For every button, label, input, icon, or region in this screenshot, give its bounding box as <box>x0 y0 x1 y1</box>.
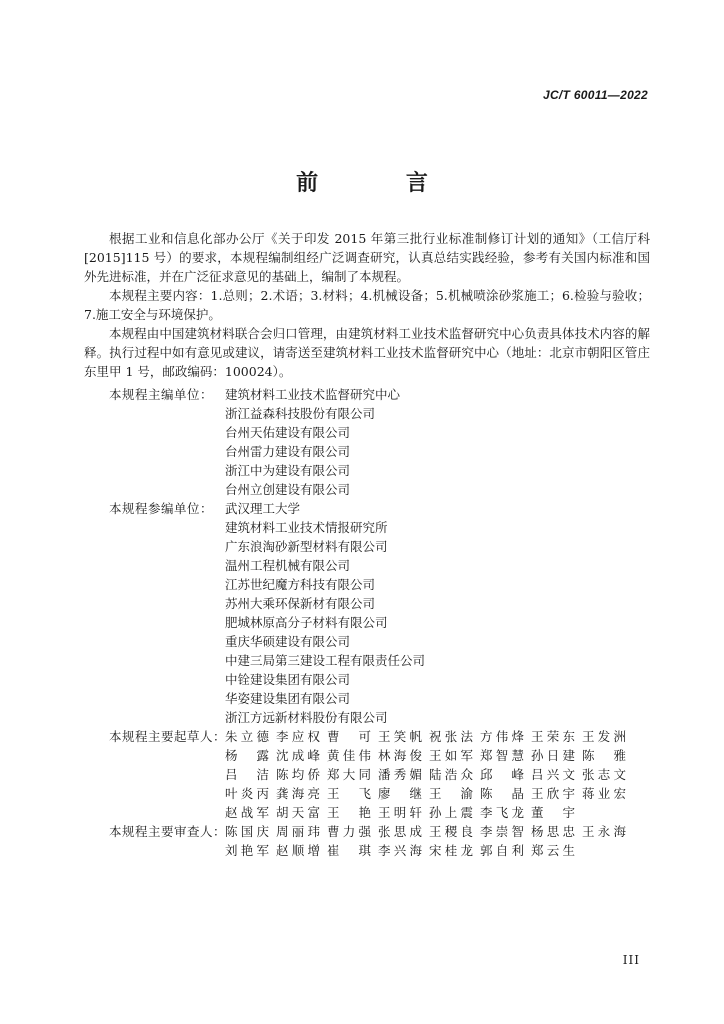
person-name: 陆浩众 <box>429 767 473 782</box>
person-name: 王笑帆 <box>378 729 422 744</box>
person-name: 王艳 <box>327 805 371 820</box>
person-name: 潘秀媚 <box>378 767 422 782</box>
person-name: 林海俊 <box>378 748 422 763</box>
person-name: 邱峰 <box>480 767 524 782</box>
list-item: 台州天佑建设有限公司 <box>225 425 351 440</box>
person-name: 赵顺增 <box>276 843 320 858</box>
list-item: 肥城林原高分子材料有限公司 <box>225 615 388 630</box>
person-name: 周丽玮 <box>276 824 320 839</box>
drafters-label: 本规程主要起草人： <box>109 729 227 744</box>
person-name: 李崇智 <box>480 824 524 839</box>
person-name: 王欣宇 <box>531 786 575 801</box>
person-name: 方伟烽 <box>480 729 524 744</box>
person-name: 郑云生 <box>531 843 575 858</box>
standard-code: JC/T 60011—2022 <box>542 88 648 102</box>
list-item: 广东浪淘砂新型材料有限公司 <box>225 539 388 554</box>
list-item: 浙江方远新材料股份有限公司 <box>225 710 388 725</box>
person-name: 董宇 <box>531 805 575 820</box>
person-name: 曹力强 <box>327 824 371 839</box>
person-name: 郭自利 <box>480 843 524 858</box>
name-row <box>225 765 655 784</box>
person-name: 沈成峰 <box>276 748 320 763</box>
paragraph-basis: 根据工业和信息化部办公厅《关于印发 2015 年第三批行业标准制修订计划的通知》（工信厅科[2015]115 号）的要求，本规程编制组经广泛调查研究，认真总结实践经验，参考有关国内标准和国外先进标准，并在广泛征求意见的基础上，编制了本规程。 <box>84 231 650 284</box>
chief-editor-list <box>225 385 645 499</box>
person-name: 李飞龙 <box>480 805 524 820</box>
list-item: 重庆华硕建设有限公司 <box>225 634 351 649</box>
person-name: 张志文 <box>582 767 626 782</box>
person-name: 曹可 <box>327 729 371 744</box>
person-name: 崔琪 <box>327 843 371 858</box>
list-item: 苏州大乘环保新材有限公司 <box>225 596 376 611</box>
person-name: 龚海亮 <box>276 786 320 801</box>
list-item: 台州立创建设有限公司 <box>225 482 351 497</box>
paragraph-contents: 本规程主要内容：1.总则；2.术语；3.材料；4.机械设备；5.机械喷涂砂浆施工；6.检验与验收；7.施工安全与环境保护。 <box>84 288 650 322</box>
list-item: 中铨建设集团有限公司 <box>225 672 351 687</box>
person-name: 廖继 <box>378 786 422 801</box>
person-name: 吕兴文 <box>531 767 575 782</box>
person-name: 陈均侨 <box>276 767 320 782</box>
person-name: 陈国庆 <box>225 824 269 839</box>
list-item: 中建三局第三建设工程有限责任公司 <box>225 653 426 668</box>
person-name: 王如军 <box>429 748 473 763</box>
person-name: 胡天富 <box>276 805 320 820</box>
page-title: 前 言 <box>296 170 468 196</box>
person-name: 王荣东 <box>531 729 575 744</box>
person-name: 王明轩 <box>378 805 422 820</box>
name-row <box>225 841 655 860</box>
name-row <box>225 784 655 803</box>
name-row <box>225 803 655 822</box>
person-name: 王飞 <box>327 786 371 801</box>
list-item: 浙江中为建设有限公司 <box>225 463 351 478</box>
person-name: 郑智慧 <box>480 748 524 763</box>
person-name: 李应权 <box>276 729 320 744</box>
list-item: 台州雷力建设有限公司 <box>225 444 351 459</box>
reviewers-label: 本规程主要审查人： <box>109 824 227 839</box>
person-name: 赵战军 <box>225 805 269 820</box>
paragraph-management: 本规程由中国建筑材料联合会归口管理，由建筑材料工业技术监督研究中心负责具体技术内容的解释。执行过程中如有意见或建议，请寄送至建筑材料工业技术监督研究中心（地址：北京市朝阳区管庄东里甲 1 号，邮政编码：100024）。 <box>84 326 650 379</box>
person-name: 李兴海 <box>378 843 422 858</box>
person-name: 朱立德 <box>225 729 269 744</box>
list-item: 温州工程机械有限公司 <box>225 558 351 573</box>
list-item: 武汉理工大学 <box>225 501 301 516</box>
person-name: 王稷良 <box>429 824 473 839</box>
drafters-names <box>225 727 655 822</box>
person-name: 陈晶 <box>480 786 524 801</box>
name-row <box>225 746 655 765</box>
list-item: 建筑材料工业技术情报研究所 <box>225 520 388 535</box>
participant-label: 本规程参编单位： <box>109 501 214 516</box>
person-name: 陈雅 <box>582 748 626 763</box>
person-name: 杨思忠 <box>531 824 575 839</box>
reviewers-names <box>225 822 655 860</box>
person-name: 叶炎丙 <box>225 786 269 801</box>
person-name: 孙日建 <box>531 748 575 763</box>
name-row <box>225 822 655 841</box>
person-name: 王永海 <box>582 824 626 839</box>
list-item: 华姿建设集团有限公司 <box>225 691 351 706</box>
chief-editor-label: 本规程主编单位： <box>109 387 214 402</box>
person-name: 王渝 <box>429 786 473 801</box>
person-name: 祝张法 <box>429 729 473 744</box>
person-name: 刘艳军 <box>225 843 269 858</box>
name-row <box>225 727 655 746</box>
person-name: 宋桂龙 <box>429 843 473 858</box>
list-item: 江苏世纪魔方科技有限公司 <box>225 577 376 592</box>
person-name: 孙上震 <box>429 805 473 820</box>
person-name: 黄佳伟 <box>327 748 371 763</box>
participant-list <box>225 499 645 727</box>
person-name: 王发洲 <box>582 729 626 744</box>
list-item: 浙江益森科技股份有限公司 <box>225 406 376 421</box>
person-name: 郑大同 <box>327 767 371 782</box>
page-number: III <box>622 953 640 967</box>
person-name: 蒋业宏 <box>582 786 626 801</box>
foreword-body <box>84 229 650 381</box>
person-name: 杨露 <box>225 748 269 763</box>
list-item: 建筑材料工业技术监督研究中心 <box>225 387 401 402</box>
person-name: 吕洁 <box>225 767 269 782</box>
person-name: 张思成 <box>378 824 422 839</box>
